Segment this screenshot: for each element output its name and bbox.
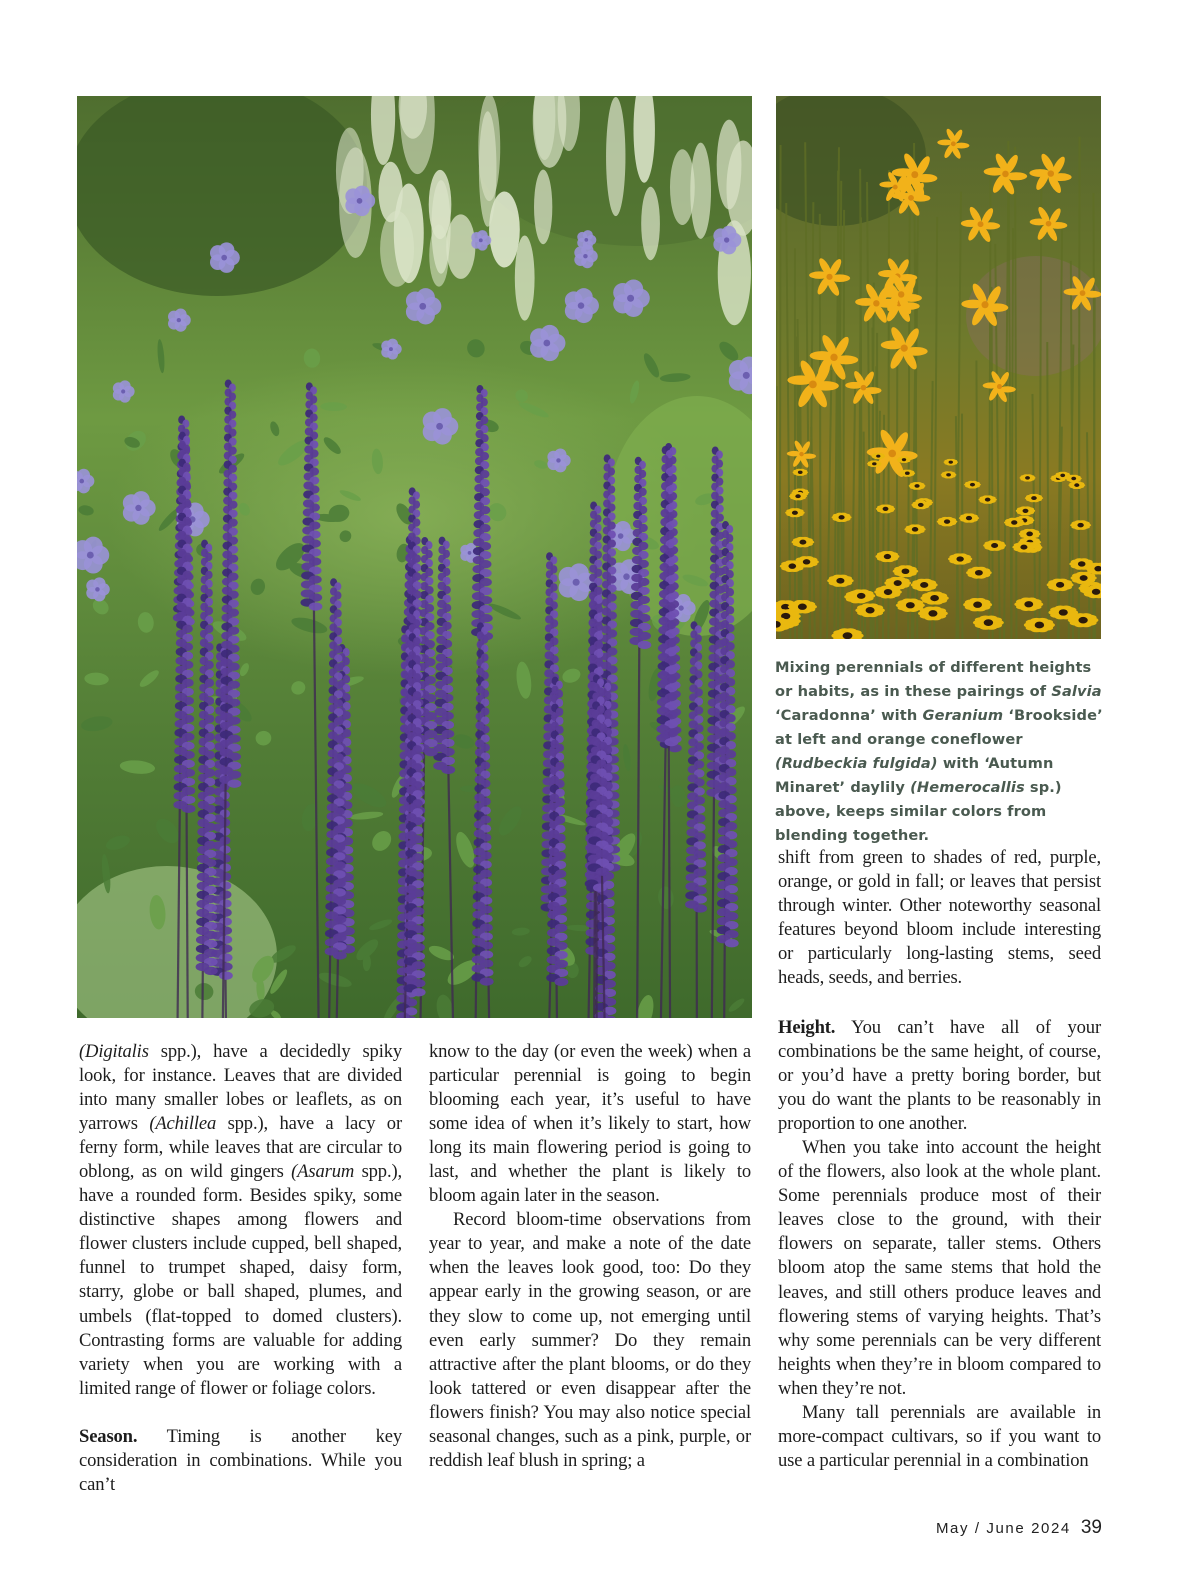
paragraph-seasonal-features: shift from green to shades of red, purple, orange, or gold in fall; or leaves that persist through winter. Other noteworthy seasonal features beyond bloom include interesting or particularly long-lasting stems, seed heads, seeds, and berries. [778,847,1101,989]
coneflower [1014,598,1043,611]
coneflower [973,615,1004,629]
issue-date: May / June 2024 [935,1520,1071,1537]
coneflower [909,482,926,490]
paragraph-season: Season. Timing is another key consideration in combinations. While you can’t [79,1425,402,1495]
coneflower [1019,529,1041,539]
coneflower [867,460,882,467]
coneflower [788,600,817,614]
coneflower [793,469,808,476]
coneflower-daylily-photo [776,96,1101,639]
coneflower [1047,579,1074,591]
coneflower [876,504,895,513]
salvia-geranium-illustration [77,96,752,1018]
coneflower [1012,542,1035,553]
coneflower [966,567,992,579]
coneflower [1066,475,1082,482]
paragraph-bloom-timing: know to the day (or even the week) when a particular perennial is going to begin blooming each year, it’s useful to have some idea of when it’s likely to start, how long its main flowering period is going to last, and whether the plant is likely to bloom again later in the season. [429,1041,751,1207]
paragraph-observations: Record bloom-time observations from year to year, and make a note of the date when the leaves look good, too: Do they appear early in the growing season, or are they slow to come up, not emerging until even early summer? Do they remain attractive after the plant blooms, or do they look tattered or even disappear after the flowers finish? You may also notice special seasonal changes, such as a pink, purple, or reddish leaf blush in spring; a [429,1209,751,1471]
section-heading-height: Height. [778,1017,836,1038]
coneflower [1024,618,1055,632]
coneflower [1004,518,1025,528]
page-number: 39 [1080,1517,1102,1538]
paragraph-whole-plant: When you take into account the height of the flowers, also look at the whole plant. Some perennials produce most of their leaves close to the ground, with their flowers on separate, taller stems. Others bloom atop the same stems that hold the leaves, and still others produce leaves and flowering stems of varying heights. That’s why some perennials can be very different heights when they’re in bloom compared to when they’re not. [778,1137,1101,1399]
coneflower [855,603,885,617]
coneflower [941,471,957,478]
coneflower [1025,494,1043,502]
coneflower [792,537,815,547]
coneflower [1070,520,1091,530]
coneflower [789,492,807,500]
coneflower [920,592,948,605]
coneflower [937,517,958,527]
coneflower [832,513,852,522]
coneflower [794,556,819,567]
coneflower [1068,481,1085,489]
coneflower [896,599,925,612]
salvia-geranium-photo [77,96,752,1018]
coneflower [964,481,981,489]
text-column-1 [79,1040,402,1497]
paragraph-compact-cultivars: Many tall perennials are available in more-compact cultivars, so if you want to use a particular perennial in a combination [778,1401,1101,1471]
coneflower [944,459,958,466]
coneflower [875,551,899,562]
text-column-3-top [778,846,1101,990]
coneflower [785,508,805,517]
coneflower [900,470,916,477]
coneflower [1016,506,1035,515]
page-footer [936,1517,1102,1539]
coneflower [1048,606,1078,620]
coneflower [827,575,854,587]
coneflower [893,565,919,577]
coneflower [959,513,979,522]
coneflower [871,453,885,459]
text-column-2 [429,1040,751,1473]
coneflower [897,456,911,463]
section-heading-season: Season. [79,1425,138,1447]
coneflower [979,495,997,503]
photo-caption: Mixing perennials of different heights or habits, as in these pairings of Salvia ‘Caradonna’ with Geranium ‘Brookside’ at left and orange coneflower (Rudbeckia fulgida) with ‘Autumn Minaret’ daylily (Hemerocallis sp.) above, keeps similar colors from blending together. [775,659,1103,844]
coneflower [847,589,875,602]
coneflower [884,577,911,589]
coneflower [983,540,1006,551]
coneflower [1020,474,1036,481]
paragraph-form: (Digitalis spp.), have a decidedly spiky look, for instance. Leaves that are divided into many smaller lobes or leaflets, as on yarrows (Achillea spp.), have a lacy or ferny form, while leaves that are circular to oblong, as on wild gingers (Asarum spp.), have a rounded form. Besides spiky, some distinctive shapes among flowers and flower clusters include cupped, bell shaped, funnel to trumpet shaped, daisy form, starry, globe or ball shaped, plumes, and umbels (flat-topped to domed clusters). Contrasting forms are valuable for adding variety when you are working with a limited range of flower or foliage colors. [79,1041,402,1399]
paragraph-height: Height. You can’t have all of your combinations be the same height, of course, or you’d have a pretty boring border, but you do want the plants to be reasonably in proportion to one another. [778,1017,1101,1135]
coneflower [963,598,992,611]
coneflower [948,553,972,564]
text-column-3-bottom [778,1016,1101,1473]
coneflower [904,524,925,534]
coneflower [911,501,930,510]
coneflower [911,579,938,592]
coneflower-daylily-illustration [776,96,1101,639]
